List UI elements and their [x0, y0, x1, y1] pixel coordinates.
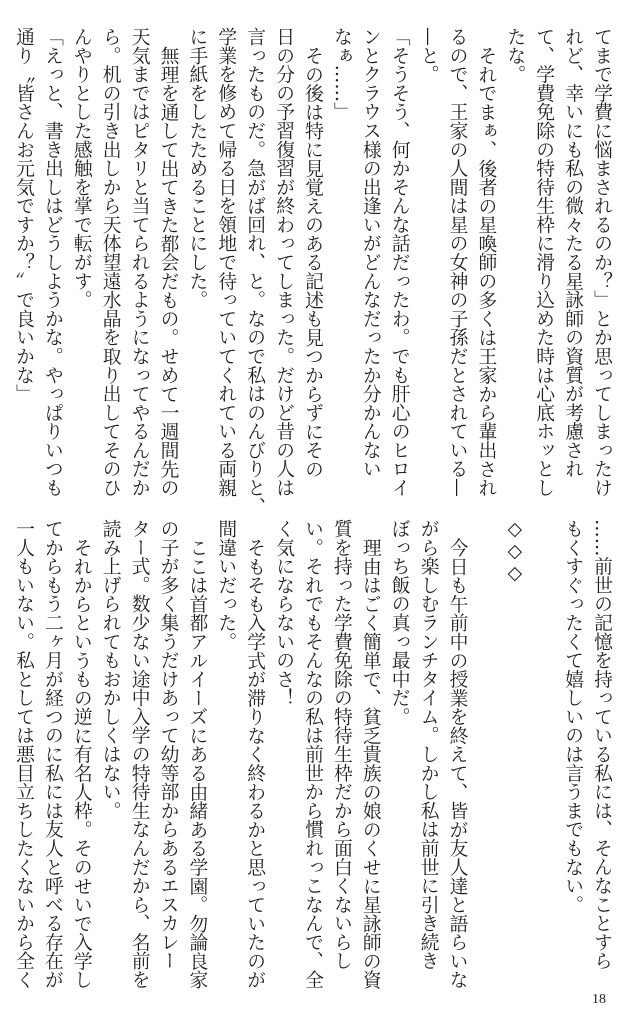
text-column: 「そうそう、何かそんな話だったわ。でも肝心のヒロイ	[388, 27, 410, 497]
text-column: に手紙をしたためることにした。	[186, 27, 208, 309]
text-column: その後は特に見覚えのある記述も見つからずにその	[302, 45, 323, 478]
text-column: 天気まではピタリと当てられるようになってやるんだか	[128, 27, 150, 497]
text-column: るので、王家の人間は星の女神の子孫だとされている—	[446, 27, 468, 497]
text-column: れど、幸いにも私の微々たる星詠師の資質が考慮され	[562, 27, 584, 478]
text-column: —と。	[417, 27, 439, 84]
text-column: ら。机の引き出しから天体望遠水晶を取り出してそのひ	[99, 27, 121, 497]
lower-text-block	[0, 519, 644, 989]
text-column: もくすぐったくて嬉しいのは言うまでもない。	[562, 519, 584, 914]
text-column: ここは首都アルイーズにある由緒ある学園。勿論良家	[186, 537, 208, 989]
text-column: ぼっち飯の真っ最中だ。	[388, 519, 410, 726]
text-column: 一人もいない。私としては悪目立ちしたくないから全く	[13, 519, 34, 989]
text-column: 学業を修めて帰る日を領地で待っていてくれている両親	[215, 27, 237, 497]
text-column: てまで学費に悩まされるのか？」とか思ってしまったけ	[591, 27, 612, 497]
text-column: い。それでもそんなの私は前世から慣れっこなんで、全	[302, 519, 323, 989]
text-column: ター式。数少ない途中入学の特待生なんだから、名前を	[128, 519, 150, 989]
scene-break: ◇◇◇	[504, 519, 526, 585]
text-column: それからというもの逆に有名人枠。そのせいで入学し	[70, 537, 92, 989]
text-column: 日の分の予習復習が終わってしまった。だけど昔の人は	[273, 27, 295, 497]
text-column: く気にならないのさ！	[273, 519, 295, 707]
text-column: てからもう二ヶ月が経つのに私には友人と呼べる存在が	[41, 519, 63, 989]
text-column: 通り〝皆さんお元気ですか？〟で良いかな」	[13, 27, 34, 403]
text-column: 読み上げられてもおかしくはない。	[99, 519, 121, 820]
text-column: そもそも入学式が滞りなく終わるかと思っていたのが	[244, 537, 266, 989]
text-column: 「えっと、書き出しはどうしようかな。やっぱりいつも	[41, 27, 63, 497]
text-column: がら楽しむランチタイム。しかし私は前世に引き続き	[417, 519, 439, 970]
page-number: 18	[592, 992, 606, 1007]
text-column: んやりとした感触を掌で転がす。	[70, 27, 92, 309]
text-column: 間違いだった。	[215, 519, 237, 651]
upper-text-block	[0, 27, 644, 517]
text-column: 言ったものだ。急がば回れ、と。なので私はのんびりと、	[244, 27, 266, 516]
text-column: ンとクラウス様の出逢いがどんなだったか分かんない	[359, 27, 381, 478]
text-column: ……前世の記憶を持っている私には、そんなことすら	[591, 519, 612, 970]
text-column: たな。	[504, 27, 526, 84]
text-column: なぁ……」	[330, 27, 352, 121]
text-column: 質を持った学費免除の特待生枠だから面白くないらし	[330, 519, 352, 970]
text-column: それでまぁ、後者の星喚師の多くは王家から輩出され	[475, 45, 497, 497]
text-column: の子が多く集うだけあって幼等部からあるエスカレー	[157, 519, 179, 970]
text-column: 無理を通して出てきた都会だもの。せめて一週間先の	[157, 45, 179, 497]
text-column: て、学費免除の特待生枠に滑り込めた時は心底ホッとし	[533, 27, 555, 497]
text-column: 理由はごく簡単で、貧乏貴族の娘のくせに星詠師の資	[359, 537, 381, 989]
text-column: 今日も午前中の授業を終えて、皆が友人達と語らいな	[446, 537, 468, 989]
